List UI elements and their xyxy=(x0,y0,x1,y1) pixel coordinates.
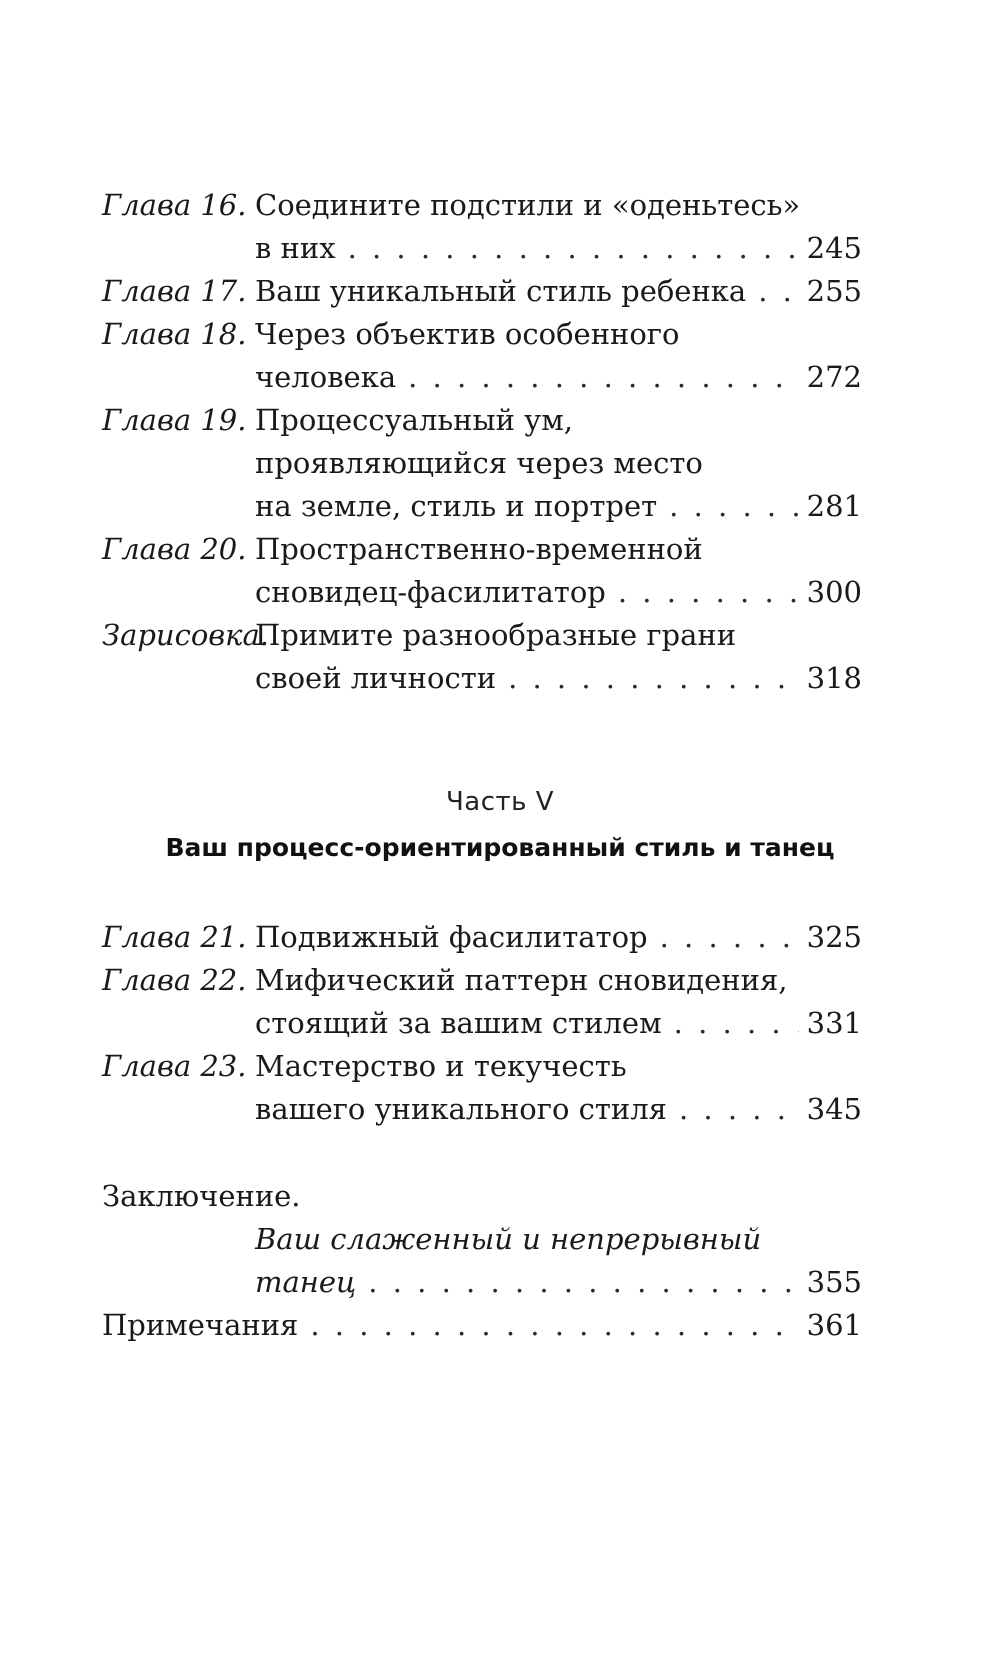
leader-dots xyxy=(758,270,798,313)
chapter-title-line: Соедините подстили и «оденьтесь» xyxy=(255,188,801,222)
toc-section-a xyxy=(102,184,862,700)
conclusion-label: Заключение. xyxy=(102,1179,301,1213)
leader-dots xyxy=(368,1261,798,1304)
chapter-title-line: на земле, стиль и портрет xyxy=(255,489,658,523)
toc-entry[interactable] xyxy=(102,614,862,700)
page-number: 331 xyxy=(806,1006,862,1040)
leader-dots xyxy=(674,1002,799,1045)
chapter-title-line: Ваш слаженный и непрерывный xyxy=(255,1222,762,1256)
leader-dots xyxy=(679,1088,799,1131)
part-heading xyxy=(0,784,1000,868)
notes-label: Примечания xyxy=(102,1308,299,1342)
page-number: 245 xyxy=(806,231,862,265)
chapter-title-line: Ваш уникальный стиль ребенка xyxy=(255,274,747,308)
toc-entry[interactable] xyxy=(102,313,862,399)
chapter-title-line: сновидец-фасилитатор xyxy=(255,575,606,609)
toc-entry[interactable] xyxy=(102,270,862,313)
chapter-title-line: Процессуальный ум, xyxy=(255,403,573,437)
chapter-label: Глава 17. xyxy=(102,274,247,308)
chapter-label: Глава 16. xyxy=(102,188,247,222)
chapter-title-line: Подвижный фасилитатор xyxy=(255,920,648,954)
toc-entry[interactable] xyxy=(102,399,862,528)
chapter-title-line: Через объектив особенного xyxy=(255,317,680,351)
chapter-title-line: Мифический паттерн сновидения, xyxy=(255,963,788,997)
toc-entry[interactable] xyxy=(102,528,862,614)
chapter-title-line: проявляющийся через место xyxy=(255,446,703,480)
chapter-label: Глава 18. xyxy=(102,317,247,351)
chapter-label: Зарисовка. xyxy=(102,618,270,652)
toc-section-b xyxy=(102,916,862,1131)
chapter-title-line: своей личности xyxy=(255,661,497,695)
chapter-title-line: вашего уникального стиля xyxy=(255,1092,667,1126)
chapter-title-line: человека xyxy=(255,360,397,394)
toc-entry-conclusion[interactable] xyxy=(102,1175,862,1304)
page-number: 361 xyxy=(806,1308,862,1342)
chapter-label: Глава 20. xyxy=(102,532,247,566)
leader-dots xyxy=(408,356,799,399)
chapter-title-line: танец xyxy=(255,1265,357,1299)
page-number: 325 xyxy=(806,920,862,954)
leader-dots xyxy=(508,657,799,700)
page-number: 300 xyxy=(806,575,862,609)
toc-entry[interactable] xyxy=(102,184,862,270)
chapter-title-line: стоящий за вашим стилем xyxy=(255,1006,662,1040)
toc-entry[interactable] xyxy=(102,959,862,1045)
leader-dots xyxy=(660,916,799,959)
part-title: Ваш процесс-ориентированный стиль и танец xyxy=(165,833,835,862)
chapter-label: Глава 22. xyxy=(102,963,247,997)
leader-dots xyxy=(310,1304,798,1347)
chapter-label: Глава 23. xyxy=(102,1049,247,1083)
part-number: Часть V xyxy=(445,787,555,817)
toc-entry[interactable] xyxy=(102,916,862,959)
page-number: 281 xyxy=(806,489,862,523)
page-number: 255 xyxy=(806,274,862,308)
chapter-title-line: Мастерство и текучесть xyxy=(255,1049,627,1083)
chapter-title-line: в них xyxy=(255,231,336,265)
chapter-title-line: Примите разнообразные грани xyxy=(255,618,737,652)
page-number: 345 xyxy=(806,1092,862,1126)
chapter-label: Глава 19. xyxy=(102,403,247,437)
page-number: 318 xyxy=(806,661,862,695)
page-number: 355 xyxy=(806,1265,862,1299)
toc-section-c xyxy=(102,1175,862,1347)
leader-dots xyxy=(348,227,799,270)
toc-entry-notes[interactable] xyxy=(102,1304,862,1347)
toc-entry[interactable] xyxy=(102,1045,862,1131)
chapter-title-line: Пространственно-временной xyxy=(255,532,703,566)
leader-dots xyxy=(669,485,798,528)
chapter-label: Глава 21. xyxy=(102,920,247,954)
page-number: 272 xyxy=(806,360,862,394)
leader-dots xyxy=(618,571,799,614)
